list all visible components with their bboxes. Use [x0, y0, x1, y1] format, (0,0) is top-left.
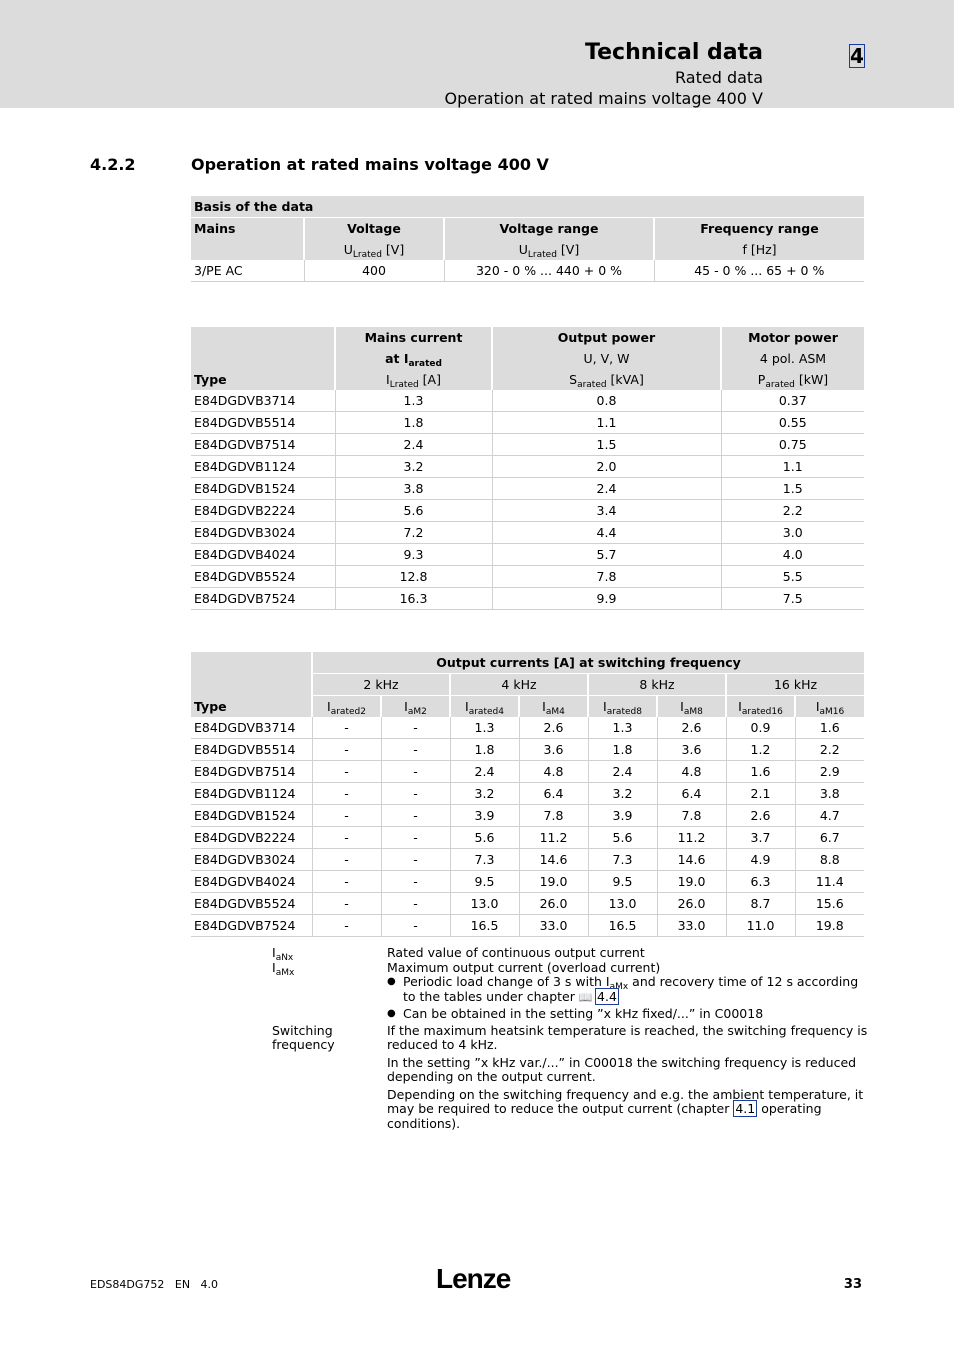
header-spacer: [191, 652, 312, 674]
table-row: [191, 849, 864, 871]
cell-type: E84DGDVB1524: [191, 805, 312, 827]
cell-value: 19.0: [657, 871, 726, 893]
output-current-rows: [191, 717, 864, 937]
basis-caption: Basis of the data: [191, 196, 864, 218]
cell-value: -: [312, 739, 381, 761]
cell-value: 5.6: [588, 827, 657, 849]
cell-value: 9.3: [335, 544, 492, 566]
cell-value: -: [312, 871, 381, 893]
cell-value: 1.2: [726, 739, 795, 761]
cell-type: E84DGDVB2224: [191, 827, 312, 849]
cell-value: 7.8: [657, 805, 726, 827]
cell-value: -: [312, 717, 381, 739]
cell-voltage: 400: [304, 260, 444, 282]
cell-value: 3.9: [450, 805, 519, 827]
cell-value: -: [312, 893, 381, 915]
col-header-output-power: Output power: [492, 327, 721, 348]
col-header-current: $I_{arated8}$: [588, 696, 657, 718]
cell-value: 2.4: [492, 478, 721, 500]
header-spacer: [191, 239, 304, 260]
cell-value: 7.5: [721, 588, 864, 610]
cell-value: 6.4: [519, 783, 588, 805]
cell-value: 1.1: [721, 456, 864, 478]
note-bullet-load-change: ● Periodic load change of 3 s with $I_{aMx}$ and recovery time of 12 s according to the tables under chapter 📖 4.4: [387, 975, 872, 1005]
cell-type: E84DGDVB4024: [191, 544, 335, 566]
unit-output-power: $S_{arated}$ [kVA]: [492, 369, 721, 390]
rated-power-table: [191, 327, 864, 610]
cell-value: 19.8: [795, 915, 864, 937]
table-row: [191, 478, 864, 500]
cell-type: E84DGDVB3024: [191, 849, 312, 871]
table-row: [191, 434, 864, 456]
chapter-number-link[interactable]: 4: [850, 44, 864, 68]
cell-value: 16.5: [588, 915, 657, 937]
rated-power-rows: [191, 390, 864, 610]
cell-type: E84DGDVB3714: [191, 717, 312, 739]
cell-value: 8.8: [795, 849, 864, 871]
cell-type: E84DGDVB1124: [191, 783, 312, 805]
note-iamx: [272, 961, 872, 1022]
cell-value: 5.5: [721, 566, 864, 588]
lenze-logo: Lenze: [436, 1263, 511, 1294]
cell-value: 2.0: [492, 456, 721, 478]
motor-power-type: 4 pol. ASM: [721, 348, 864, 369]
cell-type: E84DGDVB5514: [191, 739, 312, 761]
section-title: Operation at rated mains voltage 400 V: [191, 155, 549, 174]
col-header-current: $I_{aM4}$: [519, 696, 588, 718]
cell-value: 4.8: [519, 761, 588, 783]
cell-value: 1.8: [450, 739, 519, 761]
chapter-4-4-link[interactable]: 4.4: [597, 988, 617, 1004]
cell-value: 2.4: [335, 434, 492, 456]
cell-value: 12.8: [335, 566, 492, 588]
cell-type: E84DGDVB7524: [191, 588, 335, 610]
col-header-current: $I_{arated2}$: [312, 696, 381, 718]
note-desc-ianx: Rated value of continuous output current: [387, 945, 645, 960]
table-row: [191, 522, 864, 544]
col-header-current: $I_{aM8}$: [657, 696, 726, 718]
section-number: 4.2.2: [90, 155, 136, 174]
cell-value: 33.0: [519, 915, 588, 937]
header-spacer: [191, 327, 335, 348]
table-row: [191, 805, 864, 827]
cell-value: 1.3: [588, 717, 657, 739]
cell-type: E84DGDVB3024: [191, 522, 335, 544]
cell-value: -: [381, 805, 450, 827]
cell-value: 3.4: [492, 500, 721, 522]
chapter-subtitle: Rated data: [675, 68, 763, 87]
cell-type: E84DGDVB1124: [191, 456, 335, 478]
table-row: [191, 827, 864, 849]
cell-value: 7.2: [335, 522, 492, 544]
note-para-heatsink: If the maximum heatsink temperature is reached, the switching frequency is reduced to 4 kHz.: [387, 1022, 868, 1052]
cell-value: 11.2: [519, 827, 588, 849]
cell-value: 3.2: [588, 783, 657, 805]
cell-value: -: [312, 761, 381, 783]
col-header-frequency-range: Frequency range: [654, 218, 864, 240]
cell-value: 0.9: [726, 717, 795, 739]
table-row: [191, 544, 864, 566]
cell-value: 11.2: [657, 827, 726, 849]
cell-type: E84DGDVB5524: [191, 893, 312, 915]
basis-table: [191, 196, 864, 282]
note-term-ianx: $I_{aNx}$: [272, 945, 294, 963]
chapter-4-1-link[interactable]: 4.1: [735, 1101, 756, 1116]
header-spacer: [191, 674, 312, 696]
cell-value: 26.0: [657, 893, 726, 915]
cell-value: 3.2: [335, 456, 492, 478]
cell-value: 14.6: [657, 849, 726, 871]
cell-value: 5.6: [450, 827, 519, 849]
cell-value: 3.0: [721, 522, 864, 544]
cell-value: 3.7: [726, 827, 795, 849]
cell-value: -: [312, 915, 381, 937]
mains-current-condition: at $I_{arated}$: [335, 348, 492, 369]
col-header-current: $I_{aM2}$: [381, 696, 450, 718]
cell-value: -: [312, 783, 381, 805]
table-row: [191, 871, 864, 893]
note-switching-frequency: [272, 1024, 872, 1132]
cell-value: 0.55: [721, 412, 864, 434]
cell-value: 9.5: [588, 871, 657, 893]
freq-header-2khz: 2 kHz: [312, 674, 450, 696]
cell-value: 3.8: [335, 478, 492, 500]
cell-value: 3.9: [588, 805, 657, 827]
chapter-title: Technical data: [585, 40, 763, 65]
note-term-iamx: $I_{aMx}$: [272, 959, 295, 978]
cell-value: 4.0: [721, 544, 864, 566]
freq-header-4khz: 4 kHz: [450, 674, 588, 696]
cell-value: 1.8: [588, 739, 657, 761]
cell-voltage-range: 320 - 0 % ... 440 + 0 %: [444, 260, 654, 282]
cell-value: 6.3: [726, 871, 795, 893]
cell-value: 6.7: [795, 827, 864, 849]
cell-value: 19.0: [519, 871, 588, 893]
note-desc-iamx: Maximum output current (overload current): [387, 959, 661, 975]
table-row: [191, 717, 864, 739]
cell-value: 7.3: [588, 849, 657, 871]
cell-frequency-range: 45 - 0 % ... 65 + 0 %: [654, 260, 864, 282]
output-power-phases: U, V, W: [492, 348, 721, 369]
cell-value: 7.8: [492, 566, 721, 588]
cell-value: 2.6: [726, 805, 795, 827]
note-bullet-setting: ● Can be obtained in the setting ”x kHz fixed/...” in C00018: [387, 1007, 872, 1022]
page-number: 33: [843, 1277, 862, 1292]
col-header-output-currents: Output currents [A] at switching frequency: [312, 652, 864, 674]
cell-value: 13.0: [450, 893, 519, 915]
cell-value: 0.8: [492, 390, 721, 412]
chapter-subtitle-2: Operation at rated mains voltage 400 V: [444, 89, 763, 108]
unit-frequency-range: f [Hz]: [654, 239, 864, 260]
cell-value: 4.4: [492, 522, 721, 544]
cell-value: 2.6: [657, 717, 726, 739]
col-header-current: $I_{arated16}$: [726, 696, 795, 718]
table-row: [191, 260, 864, 282]
cell-value: 2.2: [721, 500, 864, 522]
cell-value: 0.75: [721, 434, 864, 456]
cell-value: 9.5: [450, 871, 519, 893]
cell-value: -: [381, 739, 450, 761]
cell-value: -: [312, 805, 381, 827]
cell-value: 1.6: [795, 717, 864, 739]
table-row: [191, 412, 864, 434]
cell-value: 1.8: [335, 412, 492, 434]
cell-value: 15.6: [795, 893, 864, 915]
cell-type: E84DGDVB3714: [191, 390, 335, 412]
cell-value: 11.0: [726, 915, 795, 937]
cell-value: 13.0: [588, 893, 657, 915]
cell-value: 9.9: [492, 588, 721, 610]
col-header-type: Type: [191, 369, 335, 390]
note-para-variable: In the setting ”x kHz var./...” in C00018 the switching frequency is reduced depending on the output current.: [387, 1054, 857, 1084]
note-para-ambient: Depending on the switching frequency and e.g. the ambient temperature, it may be required to reduce the output current (chapter 4.1 operating conditions).: [387, 1086, 864, 1131]
cell-value: 5.6: [335, 500, 492, 522]
cell-value: 5.7: [492, 544, 721, 566]
cell-value: -: [381, 849, 450, 871]
note-term-switching-frequency: Switching frequency: [272, 1022, 335, 1052]
cell-value: 0.37: [721, 390, 864, 412]
cell-value: 1.6: [726, 761, 795, 783]
unit-voltage-range: $U_{Lrated}$ [V]: [444, 239, 654, 260]
col-header-current: $I_{aM16}$: [795, 696, 864, 718]
table-row: [191, 456, 864, 478]
cell-value: 2.2: [795, 739, 864, 761]
cell-value: 2.1: [726, 783, 795, 805]
cell-value: -: [312, 827, 381, 849]
cell-value: 2.4: [588, 761, 657, 783]
cell-value: 1.3: [335, 390, 492, 412]
cell-value: 8.7: [726, 893, 795, 915]
cell-value: 33.0: [657, 915, 726, 937]
cell-value: 1.3: [450, 717, 519, 739]
col-header-voltage: Voltage: [304, 218, 444, 240]
cell-value: -: [381, 893, 450, 915]
cell-value: 1.5: [492, 434, 721, 456]
table-row: [191, 893, 864, 915]
cell-value: 2.6: [519, 717, 588, 739]
book-icon: 📖: [578, 990, 593, 1004]
table-row: [191, 783, 864, 805]
cell-value: -: [381, 783, 450, 805]
col-header-current: $I_{arated4}$: [450, 696, 519, 718]
document-id: EDS84DG752 EN 4.0: [90, 1278, 219, 1291]
unit-voltage: $U_{Lrated}$ [V]: [304, 239, 444, 260]
cell-mains: 3/PE AC: [191, 260, 304, 282]
cell-value: 7.8: [519, 805, 588, 827]
col-header-voltage-range: Voltage range: [444, 218, 654, 240]
cell-value: 14.6: [519, 849, 588, 871]
cell-value: 2.9: [795, 761, 864, 783]
cell-value: 26.0: [519, 893, 588, 915]
unit-mains-current: $I_{Lrated}$ [A]: [335, 369, 492, 390]
cell-value: 3.6: [519, 739, 588, 761]
cell-value: 3.8: [795, 783, 864, 805]
cell-type: E84DGDVB4024: [191, 871, 312, 893]
cell-type: E84DGDVB5524: [191, 566, 335, 588]
unit-motor-power: $P_{arated}$ [kW]: [721, 369, 864, 390]
table-row: [191, 739, 864, 761]
cell-value: 4.8: [657, 761, 726, 783]
cell-value: -: [381, 761, 450, 783]
cell-value: 7.3: [450, 849, 519, 871]
cell-value: -: [381, 915, 450, 937]
cell-value: 6.4: [657, 783, 726, 805]
cell-type: E84DGDVB5514: [191, 412, 335, 434]
col-header-type: Type: [191, 696, 312, 718]
table-row: [191, 588, 864, 610]
note-ianx: [272, 946, 872, 961]
header-spacer: [191, 348, 335, 369]
cell-value: 16.3: [335, 588, 492, 610]
cell-value: -: [312, 849, 381, 871]
cell-value: 1.1: [492, 412, 721, 434]
cell-value: 3.2: [450, 783, 519, 805]
col-header-mains-current: Mains current: [335, 327, 492, 348]
freq-header-16khz: 16 kHz: [726, 674, 864, 696]
cell-value: 16.5: [450, 915, 519, 937]
cell-value: 4.9: [726, 849, 795, 871]
cell-value: 2.4: [450, 761, 519, 783]
freq-header-8khz: 8 kHz: [588, 674, 726, 696]
cell-value: 11.4: [795, 871, 864, 893]
cell-type: E84DGDVB7514: [191, 761, 312, 783]
cell-value: -: [381, 871, 450, 893]
output-current-table: [191, 652, 864, 937]
legend-notes: [272, 946, 872, 1131]
cell-value: 4.7: [795, 805, 864, 827]
table-row: [191, 566, 864, 588]
col-header-motor-power: Motor power: [721, 327, 864, 348]
cell-value: -: [381, 717, 450, 739]
cell-value: 1.5: [721, 478, 864, 500]
table-row: [191, 390, 864, 412]
cell-type: E84DGDVB1524: [191, 478, 335, 500]
cell-value: 3.6: [657, 739, 726, 761]
cell-type: E84DGDVB7514: [191, 434, 335, 456]
col-header-mains: Mains: [191, 218, 304, 240]
table-row: [191, 915, 864, 937]
table-row: [191, 761, 864, 783]
table-row: [191, 500, 864, 522]
cell-value: -: [381, 827, 450, 849]
cell-type: E84DGDVB7524: [191, 915, 312, 937]
cell-type: E84DGDVB2224: [191, 500, 335, 522]
